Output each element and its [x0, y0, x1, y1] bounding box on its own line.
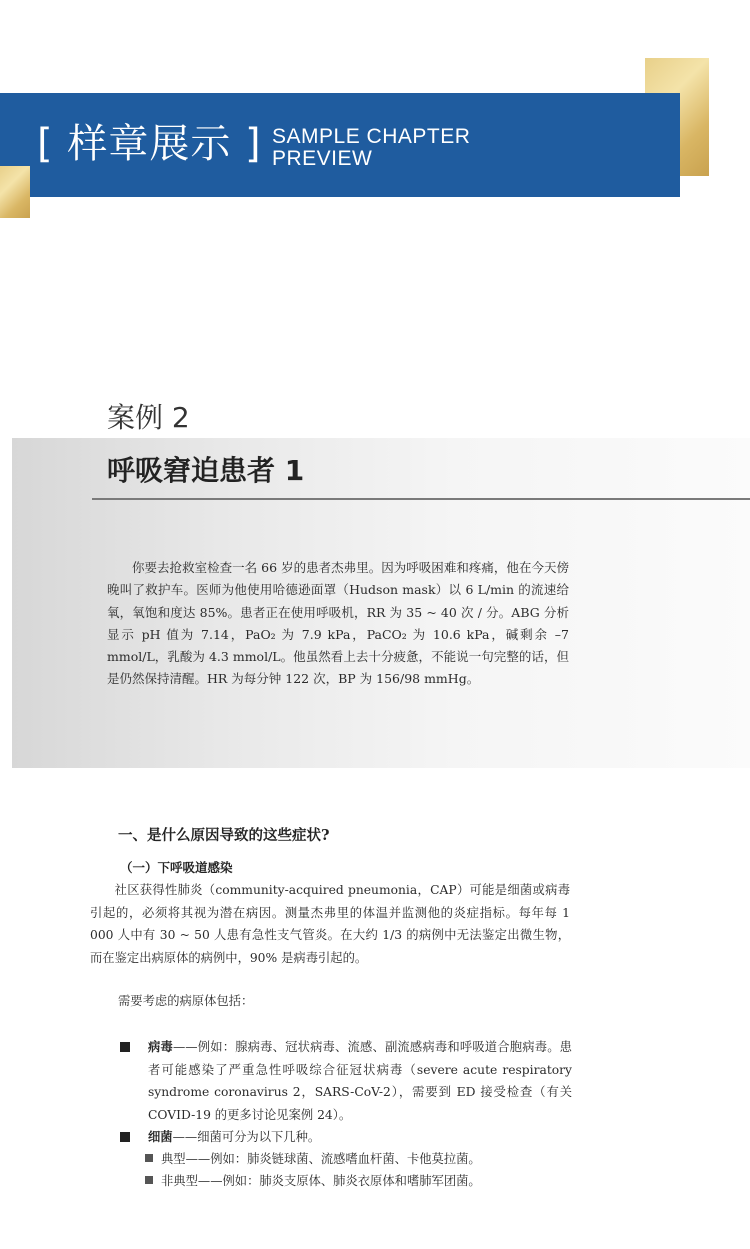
banner-en-line1: SAMPLE CHAPTER	[272, 125, 471, 148]
sub-bullet-atypical	[145, 1170, 481, 1192]
pathogen-intro: 需要考虑的病原体包括：	[118, 994, 254, 1008]
banner-en-line2: PREVIEW	[272, 147, 373, 170]
case-title: 呼吸窘迫患者 1	[107, 454, 305, 487]
sub-bullet-typical	[145, 1148, 481, 1170]
bullet-text: ——细菌可分为以下几种。	[172, 1130, 321, 1144]
square-bullet-icon	[120, 1042, 130, 1052]
title-divider	[92, 498, 750, 500]
small-square-bullet-icon	[145, 1176, 153, 1184]
square-bullet-icon	[120, 1132, 130, 1142]
case-label: 案例 2	[107, 401, 190, 434]
banner-en-title	[272, 126, 470, 170]
bullet-text: ——例如：腺病毒、冠状病毒、流感、副流感病毒和呼吸道合胞病毒。患者可能感染了严重急性呼吸综合征冠状病毒（severe acute respiratory syndrome coronavirus 2，SARS-CoV-2），需要到 ED 接受检查（有关 COVID-19 的更多讨论见案例 24）。	[148, 1040, 572, 1122]
bullet-term: 细菌	[148, 1130, 173, 1144]
sub-bullet-text: 典型——例如：肺炎链球菌、流感嗜血杆菌、卡他莫拉菌。	[161, 1152, 481, 1166]
case-scenario	[107, 557, 569, 691]
paragraph-text: 社区获得性肺炎（community-acquired pneumonia，CAP）可能是细菌或病毒引起的，必须将其视为潜在病因。测量杰弗里的体温并监测他的炎症指标。每年每 1 000 人中有 30 ~ 50 人患有急性支气管炎。在大约 1/3 的病例中无法鉴定出微生物，而在鉴定出病原体的病例中，90% 是病毒引起的。	[90, 883, 570, 966]
bullet-bacteria	[120, 1126, 572, 1149]
banner-cn-title: [ 样章展示 ]	[37, 121, 262, 167]
gold-accent-left	[0, 166, 30, 218]
scenario-paragraph: 你要去抢救室检查一名 66 岁的患者杰弗里。因为呼吸困难和疼痛，他在今天傍晚叫了救护车。医师为他使用哈德逊面罩（Hudson mask）以 6 L/min 的流速给氧，氧饱和度达 85%。患者正在使用呼吸机，RR 为 35 ~ 40 次 / 分。ABG 分析显示 pH 值为 7.14，PaO₂ 为 7.9 kPa，PaCO₂ 为 10.6 kPa，碱剩余 –7 mmol/L，乳酸为 4.3 mmol/L。他虽然看上去十分疲惫，不能说一句完整的话，但是仍然保持清醒。HR 为每分钟 122 次，BP 为 156/98 mmHg。	[107, 560, 569, 687]
bullet-virus	[120, 1036, 572, 1126]
section-heading: 一、是什么原因导致的这些症状?	[118, 827, 330, 844]
small-square-bullet-icon	[145, 1154, 153, 1162]
bullet-term: 病毒	[148, 1040, 173, 1054]
sub-bullet-text: 非典型——例如：肺炎支原体、肺炎衣原体和嗜肺军团菌。	[161, 1174, 481, 1188]
section-paragraph	[90, 879, 570, 970]
section-subheading: （一）下呼吸道感染	[120, 860, 233, 875]
